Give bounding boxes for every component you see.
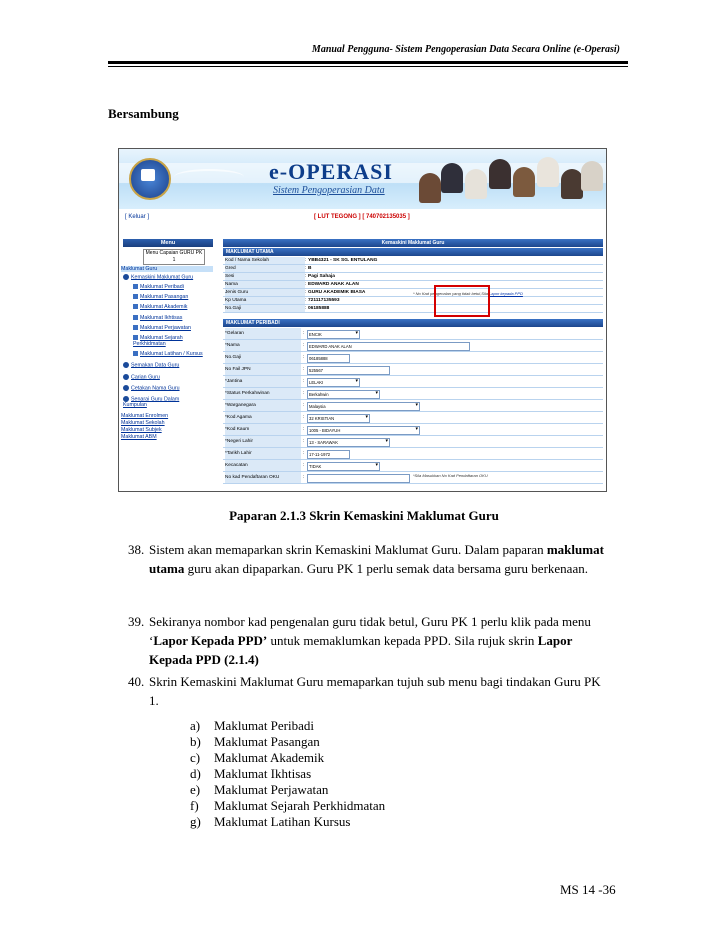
colon: : [305, 298, 307, 303]
field-label: Nama [225, 281, 305, 288]
peribadi-row [223, 400, 603, 412]
person-photo-icon [419, 173, 441, 203]
item-number: 39. [128, 614, 145, 629]
person-photo-icon [561, 169, 583, 199]
doc-icon [133, 325, 138, 330]
colon: : [305, 282, 307, 287]
peribadi-row [223, 328, 603, 340]
field-value: EDWARD ANAK ALAN [308, 282, 359, 287]
field-label: *Jantina [225, 376, 301, 387]
menu-item-ikhtisas[interactable]: Maklumat Ikhtisas [133, 315, 182, 321]
peribadi-row [223, 412, 603, 424]
arrow-icon [123, 374, 129, 380]
select-field[interactable]: 32 KRISTIAN ▾ [307, 414, 370, 423]
field-label: Jenis Guru [225, 289, 305, 296]
header-rule [108, 61, 628, 64]
submenu-item: d) Maklumat Ikhtisas [190, 766, 312, 781]
arrow-icon [123, 385, 129, 391]
field-label: No.Gaji [225, 305, 305, 312]
submenu-item: e) Maklumat Perjawatan [190, 782, 329, 797]
peribadi-title: MAKLUMAT PERIBADI [223, 319, 603, 327]
colon: : [303, 391, 305, 396]
sidebar-menu [121, 239, 213, 489]
menu-title: Menu [123, 239, 213, 247]
main-title: Kemaskini Maklumat Guru [223, 239, 603, 247]
app-brand-subtitle: Sistem Pengoperasian Data [273, 185, 385, 196]
peribadi-row [223, 376, 603, 388]
menu-item-semakan[interactable]: Semakan Data Guru [123, 362, 179, 368]
lapor-ppd-link[interactable]: Lapor kepada PPD [489, 291, 523, 296]
select-field[interactable]: 13 - SARAWAK ▾ [307, 438, 390, 447]
menu-item-carian[interactable]: Carian Guru [123, 374, 160, 380]
section-title: Bersambung [108, 106, 179, 121]
utama-row [223, 281, 603, 289]
submenu-item: a) Maklumat Peribadi [190, 718, 315, 733]
field-label: *Kod Agama [225, 412, 301, 423]
colon: : [303, 427, 305, 432]
utama-row [223, 257, 603, 265]
menu-item-kemaskini[interactable]: Kemaskini Maklumat Guru [123, 274, 193, 280]
figure-caption: Paparan 2.1.3 Skrin Kemaskini Maklumat Guru [229, 508, 499, 523]
colon: : [303, 367, 305, 372]
field-value: YBB4321 - SK SG. ENTULANG [308, 258, 378, 263]
doc-icon [133, 304, 138, 309]
menu-item-senarai[interactable]: Senarai Guru Dalam Kumpulan [123, 396, 180, 409]
person-photo-icon [489, 159, 511, 189]
field-label: *Nama [225, 340, 301, 351]
field-label: Sesi [225, 273, 305, 280]
text-field[interactable]: 525567 [307, 366, 390, 375]
doc-icon [133, 294, 138, 299]
select-field[interactable]: TIDAK ▾ [307, 462, 380, 471]
paragraph-text: Skrin Kemaskini Maklumat Guru memaparkan tujuh sub menu bagi tindakan Guru PK 1. [149, 674, 601, 708]
header-rule-thin [108, 66, 628, 67]
doc-icon [133, 315, 138, 320]
menu-item-subjek[interactable]: Maklumat Subjek [121, 427, 162, 433]
peribadi-row [223, 436, 603, 448]
peribadi-row [223, 448, 603, 460]
doc-icon [133, 284, 138, 289]
text-field[interactable]: 17-11-1972 [307, 450, 350, 459]
colon: : [303, 463, 305, 468]
peribadi-row [223, 352, 603, 364]
paragraph-text: Sekiranya nombor kad pengenalan guru tidak betul, Guru PK 1 perlu klik pada menu ‘Lapor Kepada PPD’ untuk memaklumkan kepada PPD. Sila rujuk skrin Lapor Kepada PPD (2.1.4) [149, 614, 591, 667]
person-photo-icon [513, 167, 535, 197]
colon: : [303, 343, 305, 348]
field-value: GURU AKADEMIK BIASA [308, 290, 366, 295]
field-label: No Fail JPN [225, 364, 301, 375]
menu-item-abm[interactable]: Maklumat ABM [121, 434, 157, 440]
oku-note: *Sila Masukkan No Kad Pendaftaran OKU [413, 473, 488, 478]
select-field[interactable]: 1005 - BIDAYUH ▾ [307, 426, 420, 435]
utama-row [223, 305, 603, 313]
colon: : [305, 258, 307, 263]
peribadi-row [223, 340, 603, 352]
peribadi-row [223, 364, 603, 376]
logout-link[interactable]: [ Keluar ] [125, 214, 150, 220]
field-label: *Negeri Lahir [225, 436, 301, 447]
colon: : [303, 439, 305, 444]
person-photo-icon [441, 163, 463, 193]
menu-item-latihan[interactable]: Maklumat Latihan / Kursus [133, 351, 203, 357]
field-label: No.Gaji [225, 352, 301, 363]
main-form [223, 239, 603, 489]
field-label: *Kod Kaum [225, 424, 301, 435]
colon: : [305, 266, 307, 271]
utama-row [223, 273, 603, 281]
arrow-icon [123, 362, 129, 368]
submenu-item: f) Maklumat Sejarah Perkhidmatan [190, 798, 386, 813]
peribadi-row [223, 388, 603, 400]
kp-note: * No Kad pengenalan yang tidak betul,Sila Lapor kepada PPD [413, 291, 523, 296]
peribadi-row [223, 424, 603, 436]
menu-item-enrolmen[interactable]: Maklumat Enrolmen [121, 413, 169, 419]
menu-item-cetakan[interactable]: Cetakan Nama Guru [123, 385, 180, 391]
peribadi-row [223, 460, 603, 472]
menu-item-sekolah[interactable]: Maklumat Sekolah [121, 420, 165, 426]
select-field[interactable]: Berkahwin ▾ [307, 390, 380, 399]
submenu-list [190, 718, 385, 830]
field-label: Gred [225, 265, 305, 272]
utama-row [223, 297, 603, 305]
doc-icon [133, 351, 138, 356]
highlight-box [434, 285, 490, 317]
menu-item-perjawatan[interactable]: Maklumat Perjawatan [133, 325, 191, 331]
colon: : [303, 415, 305, 420]
person-photo-icon [537, 157, 559, 187]
colon: : [303, 451, 305, 456]
arrow-icon [123, 274, 129, 280]
field-label: Kecacatan [225, 460, 301, 471]
paragraph-40 [128, 672, 608, 712]
paragraph-39 [128, 612, 608, 672]
submenu-item: c) Maklumat Akademik [190, 750, 325, 765]
user-info: [ LUT TEGONG ] [ 740702135035 ] [314, 214, 410, 220]
submenu-item: b) Maklumat Pasangan [190, 734, 320, 749]
colon: : [303, 355, 305, 360]
utama-title: MAKLUMAT UTAMA [223, 248, 603, 256]
colon: : [305, 290, 307, 295]
select-field[interactable]: LELAKI ▾ [307, 378, 360, 387]
colon: : [305, 306, 307, 311]
top-nav [119, 209, 606, 227]
field-label: *Warganegara [225, 400, 301, 411]
menu-item-maklumat-guru[interactable]: Maklumat Guru [121, 266, 213, 272]
colon: : [303, 403, 305, 408]
wave-icon [174, 169, 244, 185]
field-label: *Tarikh Lahir [225, 448, 301, 459]
page-number: MS 14 -36 [560, 882, 616, 897]
menu-item-peribadi[interactable]: Maklumat Peribadi [133, 284, 184, 290]
doc-icon [133, 335, 138, 340]
menu-item-sejarah[interactable]: Maklumat Sejarah Perkhidmatan [133, 335, 183, 347]
utama-row [223, 265, 603, 273]
field-value: 06185888 [308, 306, 330, 311]
field-value: 721117135593 [308, 298, 340, 303]
menu-item-pasangan[interactable]: Maklumat Pasangan [133, 294, 188, 300]
app-brand: e-OPERASI [269, 159, 393, 184]
app-screenshot [118, 148, 607, 492]
colon: : [303, 331, 305, 336]
book-icon [141, 169, 155, 181]
arrow-icon [123, 396, 129, 402]
person-photo-icon [465, 169, 487, 199]
colon: : [303, 475, 305, 480]
menu-item-akademik[interactable]: Maklumat Akademik [133, 304, 187, 310]
field-label: Kp Utama [225, 297, 305, 304]
text-field[interactable]: 06185888 [307, 354, 350, 363]
menu-access-box: Menu Capaian GURU PK 1 [143, 249, 205, 265]
field-label: No kad Pendaftaran OKU [225, 472, 301, 483]
select-field[interactable]: ENCIK ▾ [307, 330, 360, 339]
page-header: Manual Pengguna- Sistem Pengoperasian Data Secara Online (e-Operasi) [311, 44, 620, 55]
colon: : [305, 274, 307, 279]
field-value: Pagi Sahaja [308, 274, 335, 279]
paragraph-text: Sistem akan memaparkan skrin Kemaskini Maklumat Guru. Dalam paparan maklumat utama guru akan dipaparkan. Guru PK 1 perlu semak data bersama guru berkenaan. [149, 542, 604, 576]
text-field[interactable]: EDWARD ANAK ALAN [307, 342, 470, 351]
select-field[interactable]: Malaysia ▾ [307, 402, 420, 411]
person-photo-icon [581, 161, 603, 191]
field-label: *Status Perkahwinan [225, 388, 301, 399]
colon: : [303, 379, 305, 384]
item-number: 40. [128, 674, 145, 689]
item-number: 38. [128, 542, 145, 557]
text-field[interactable] [307, 474, 410, 483]
submenu-item: g) Maklumat Latihan Kursus [190, 814, 351, 829]
paragraph-38 [128, 540, 608, 600]
field-label: Kod / Nama Sekolah [225, 257, 305, 264]
field-value: B [308, 266, 312, 271]
field-label: *Gelaran [225, 328, 301, 339]
